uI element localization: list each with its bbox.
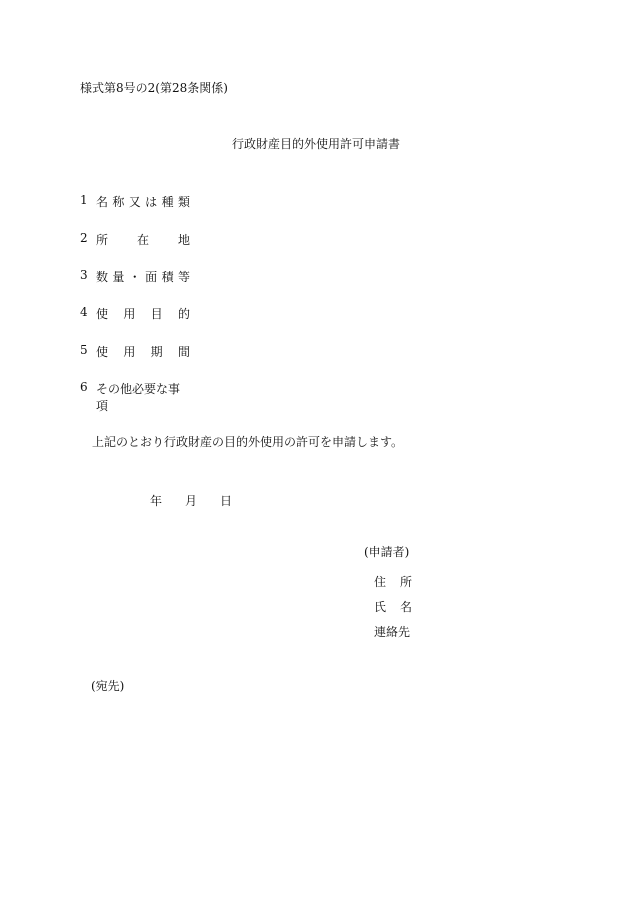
label-char: は xyxy=(145,195,158,209)
label-char: 量 xyxy=(112,270,125,284)
label-char: 氏 xyxy=(374,600,387,614)
item-number: 5 xyxy=(80,343,88,357)
date-month: 月 xyxy=(185,494,198,508)
item-number: 6 xyxy=(80,380,88,394)
applicant-label: (申請者) xyxy=(364,545,410,559)
label-char: 用 xyxy=(123,307,136,321)
label-char: 地 xyxy=(177,233,190,247)
item-label xyxy=(96,305,190,322)
item-number: 2 xyxy=(80,231,88,245)
item-number: 1 xyxy=(80,193,88,207)
applicant-contact: 連絡先 xyxy=(374,625,411,639)
applicant-address xyxy=(374,573,412,590)
label-char: 使 xyxy=(96,307,109,321)
item-label xyxy=(96,343,190,360)
item-number: 3 xyxy=(80,268,88,282)
addressee-label: (宛先) xyxy=(91,679,125,693)
form-number: 様式第8号の2(第28条関係) xyxy=(80,81,228,95)
label-char: 使 xyxy=(96,345,109,359)
item-label xyxy=(96,231,190,248)
label-char: 又 xyxy=(128,195,141,209)
label-char: 面 xyxy=(145,270,158,284)
document-title: 行政財産目的外使用許可申請書 xyxy=(232,137,401,151)
label-char: 等 xyxy=(177,270,190,284)
label-char: 称 xyxy=(112,195,125,209)
label-char: 数 xyxy=(96,270,109,284)
label-char: 目 xyxy=(150,307,163,321)
label-char: 名 xyxy=(96,195,109,209)
label-char: 在 xyxy=(136,233,149,247)
label-char: 住 xyxy=(374,575,387,589)
label-char: 類 xyxy=(177,195,190,209)
label-char: 所 xyxy=(96,233,109,247)
date-day: 日 xyxy=(220,494,233,508)
label-char: 積 xyxy=(161,270,174,284)
label-char: 名 xyxy=(399,600,412,614)
label-char: 用 xyxy=(123,345,136,359)
label-char: 種 xyxy=(161,195,174,209)
label-char: 的 xyxy=(177,307,190,321)
item-label xyxy=(96,193,190,210)
label-char: 所 xyxy=(399,575,412,589)
item-label: その他必要な事項 xyxy=(96,382,181,413)
item-number: 4 xyxy=(80,305,88,319)
label-char: 期 xyxy=(150,345,163,359)
label-char: ・ xyxy=(128,270,141,284)
application-statement: 上記のとおり行政財産の目的外使用の許可を申請します。 xyxy=(92,435,404,449)
item-label xyxy=(96,268,190,285)
applicant-name xyxy=(374,598,412,615)
label-char: 間 xyxy=(177,345,190,359)
date-year: 年 xyxy=(150,494,163,508)
